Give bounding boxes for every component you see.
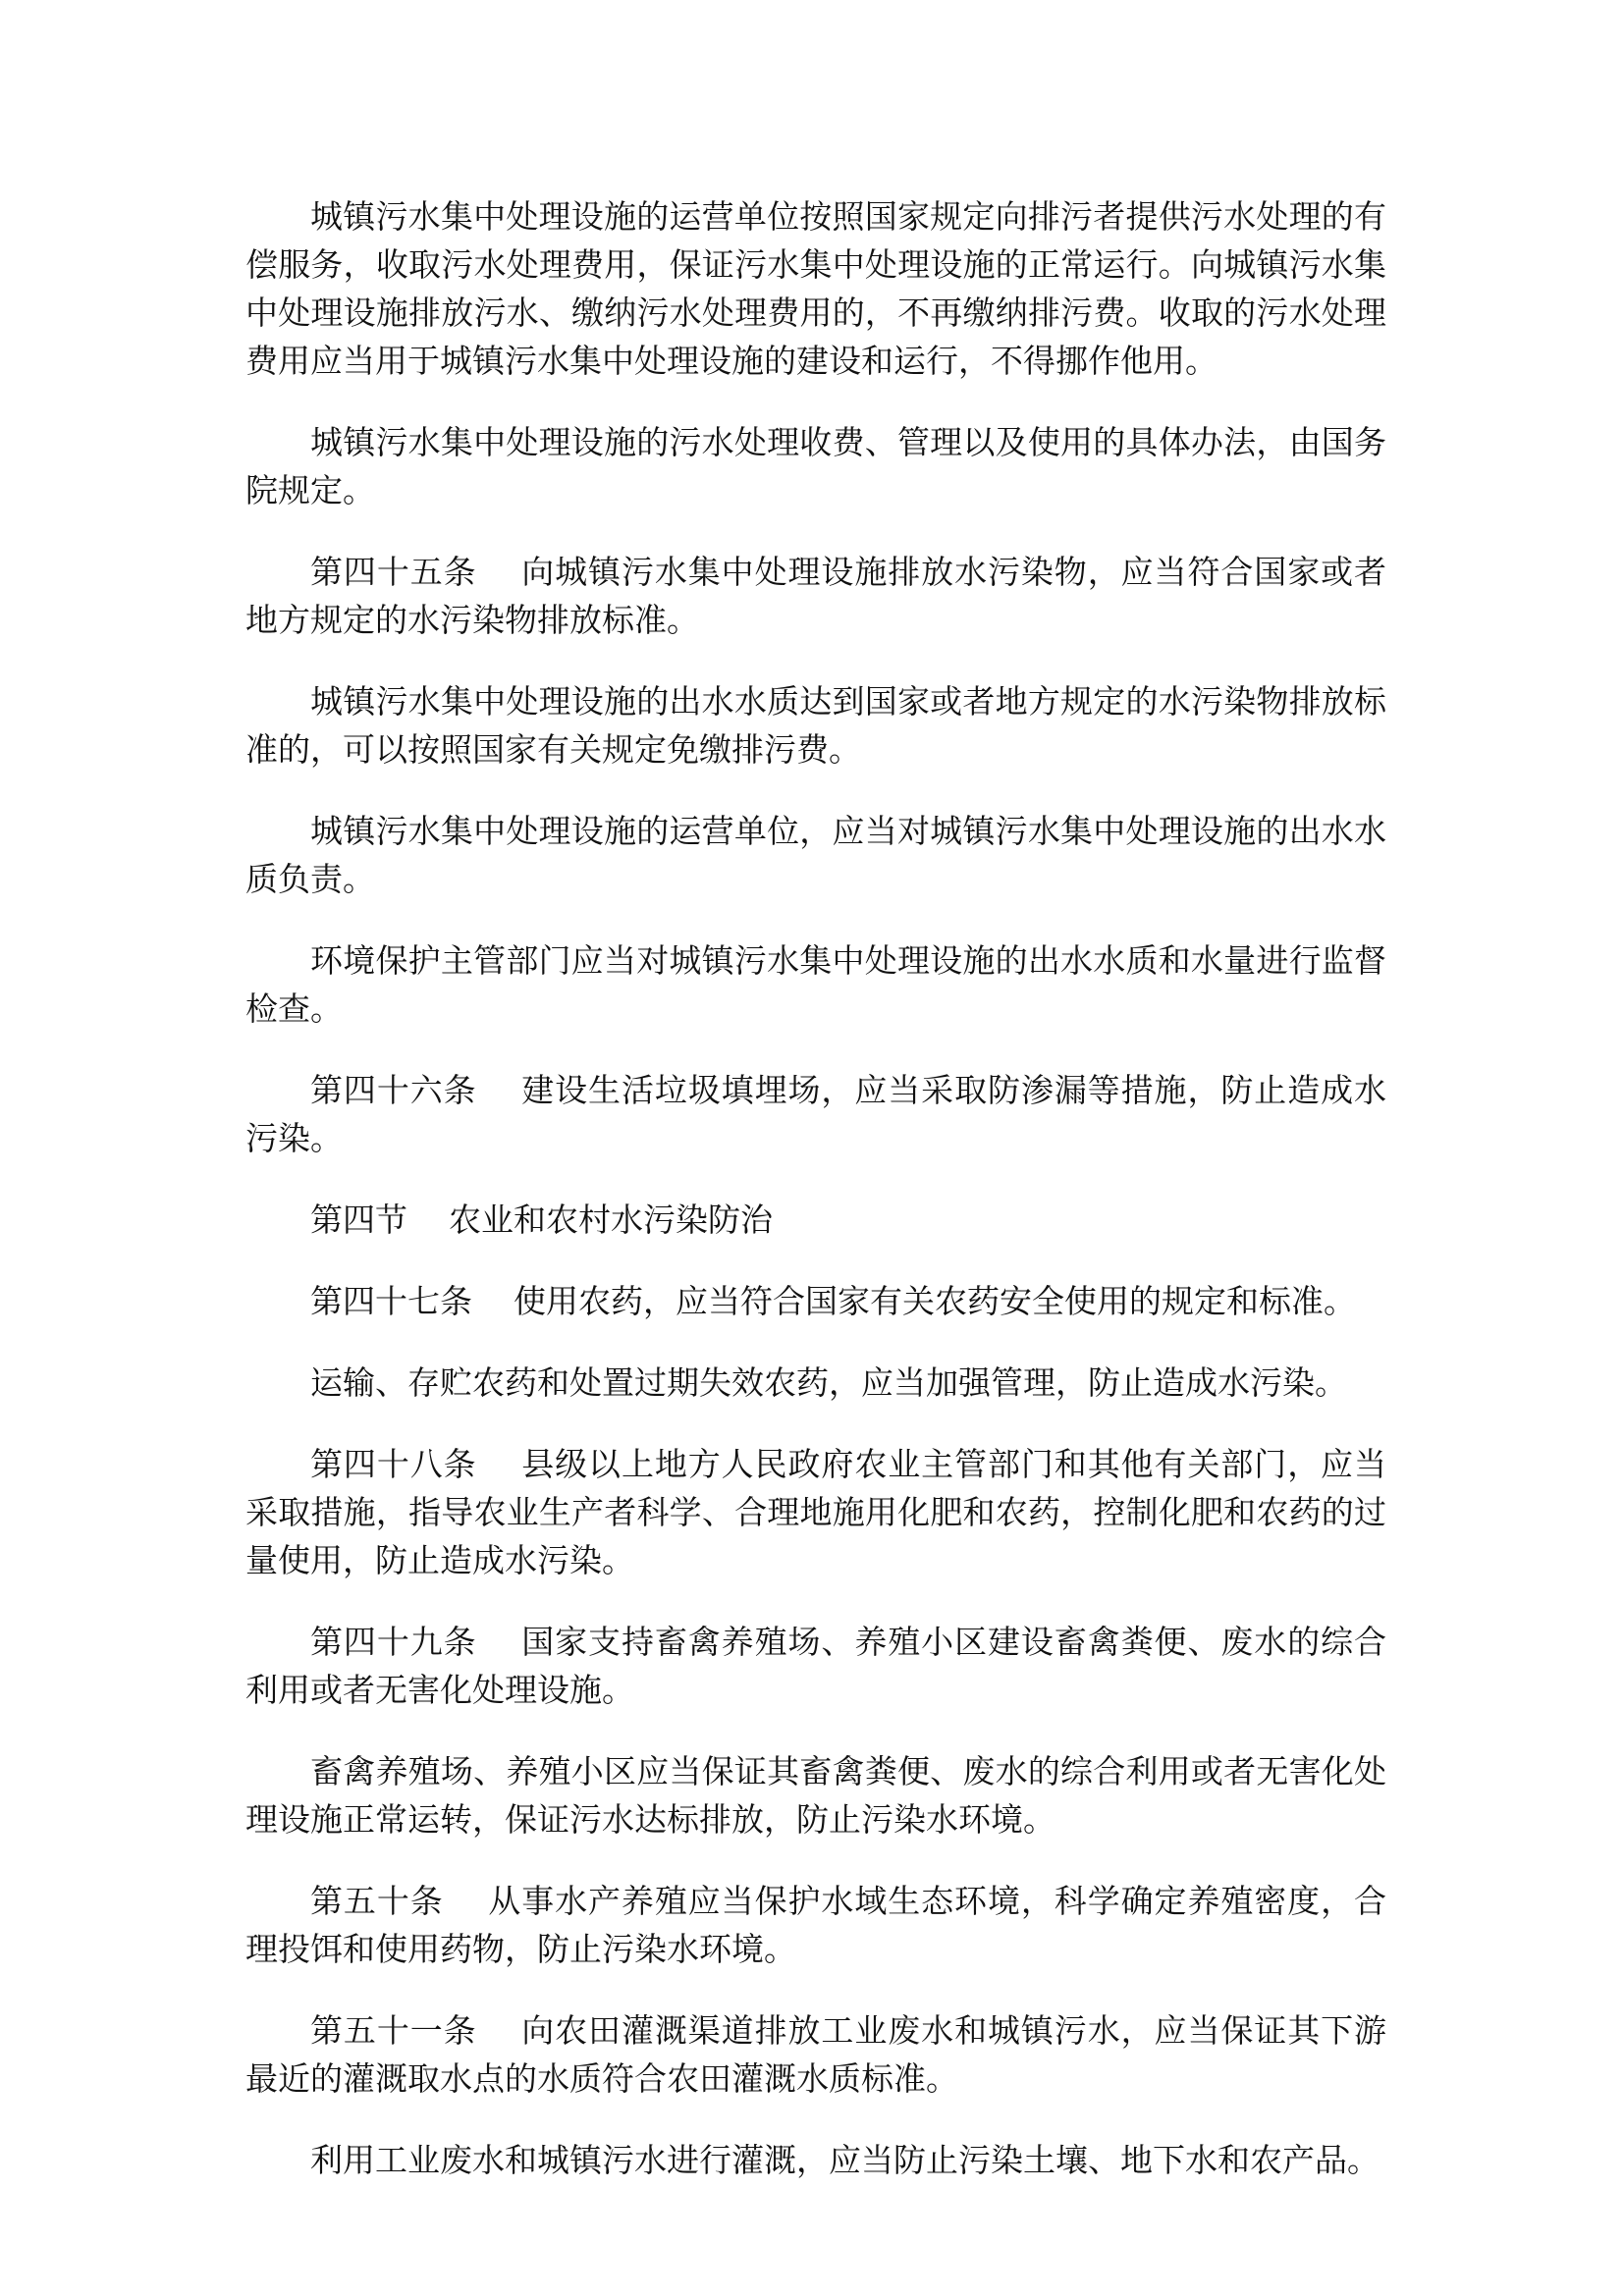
article-text: 使用农药，应当符合国家有关农药安全使用的规定和标准。 [513,1282,1356,1320]
document-body [245,192,1386,2184]
paragraph-operator-responsibility [245,807,1386,903]
article-number: 第五十条 [310,1882,444,1920]
article-text: 县级以上地方人民政府农业主管部门和其他有关部门，应当采取措施，指导农业生产者科学、合理地施用化肥和农药，控制化肥和农药的过量使用，防止造成水污染。 [245,1445,1387,1579]
paragraph-text: 城镇污水集中处理设施的出水水质达到国家或者地方规定的水污染物排放标准的，可以按照国家有关规定免缴排污费。 [245,682,1386,769]
article-gap [477,1445,522,1483]
article-text: 建设生活垃圾填埋场，应当采取防渗漏等措施，防止造成水污染。 [245,1071,1387,1157]
article-gap [477,553,522,591]
article-gap [477,2011,522,2050]
article-gap [472,1282,514,1320]
article-text: 向农田灌溉渠道排放工业废水和城镇污水，应当保证其下游最近的灌溉取水点的水质符合农田灌溉水质标准。 [245,2011,1387,2098]
paragraph-sewage-service-fee [245,192,1386,385]
article-gap [444,1882,489,1920]
paragraph-supervision [245,936,1386,1033]
paragraph-fee-management [245,418,1386,514]
article-48 [245,1440,1386,1584]
article-number: 第四十七条 [310,1282,472,1320]
article-51 [245,2006,1386,2103]
section-gap [407,1201,449,1239]
article-text: 从事水产养殖应当保护水域生态环境，科学确定养殖密度，合理投饵和使用药物，防止污染水环境。 [245,1882,1387,1968]
article-number: 第四十六条 [310,1071,477,1109]
article-number: 第四十八条 [310,1445,477,1483]
article-46 [245,1066,1386,1162]
paragraph-text: 城镇污水集中处理设施的污水处理收费、管理以及使用的具体办法，由国务院规定。 [245,423,1386,509]
paragraph-text: 畜禽养殖场、养殖小区应当保证其畜禽粪便、废水的综合利用或者无害化处理设施正常运转，保证污水达标排放，防止污染水环境。 [245,1752,1386,1839]
article-number: 第四十五条 [310,553,477,591]
section-heading-4 [245,1196,1386,1244]
article-gap [477,1071,522,1109]
article-50 [245,1877,1386,1973]
article-number: 第四十九条 [310,1623,477,1661]
section-number: 第四节 [310,1201,407,1239]
paragraph-livestock-facilities [245,1747,1386,1843]
paragraph-pesticide-transport [245,1359,1386,1407]
article-text: 向城镇污水集中处理设施排放水污染物，应当符合国家或者地方规定的水污染物排放标准。 [245,553,1387,639]
article-49 [245,1618,1386,1714]
article-text: 国家支持畜禽养殖场、养殖小区建设畜禽粪便、废水的综合利用或者无害化处理设施。 [245,1623,1387,1709]
article-45 [245,548,1386,644]
article-47 [245,1277,1386,1325]
paragraph-text: 城镇污水集中处理设施的运营单位，应当对城镇污水集中处理设施的出水水质负责。 [245,812,1386,898]
paragraph-irrigation [245,2136,1386,2184]
paragraph-text: 环境保护主管部门应当对城镇污水集中处理设施的出水水质和水量进行监督检查。 [245,941,1386,1028]
section-title: 农业和农村水污染防治 [448,1201,773,1239]
paragraph-text: 城镇污水集中处理设施的运营单位按照国家规定向排污者提供污水处理的有偿服务，收取污水处理费用，保证污水集中处理设施的正常运行。向城镇污水集中处理设施排放污水、缴纳污水处理费用的，不再缴纳排污费。收取的污水处理费用应当用于城镇污水集中处理设施的建设和运行，不得挪作他用。 [245,197,1386,380]
article-number: 第五十一条 [310,2011,477,2050]
paragraph-text: 运输、存贮农药和处置过期失效农药，应当加强管理，防止造成水污染。 [310,1363,1347,1402]
paragraph-exemption [245,677,1386,774]
paragraph-text: 利用工业废水和城镇污水进行灌溉，应当防止污染土壤、地下水和农产品。 [310,2141,1380,2179]
article-gap [477,1623,522,1661]
